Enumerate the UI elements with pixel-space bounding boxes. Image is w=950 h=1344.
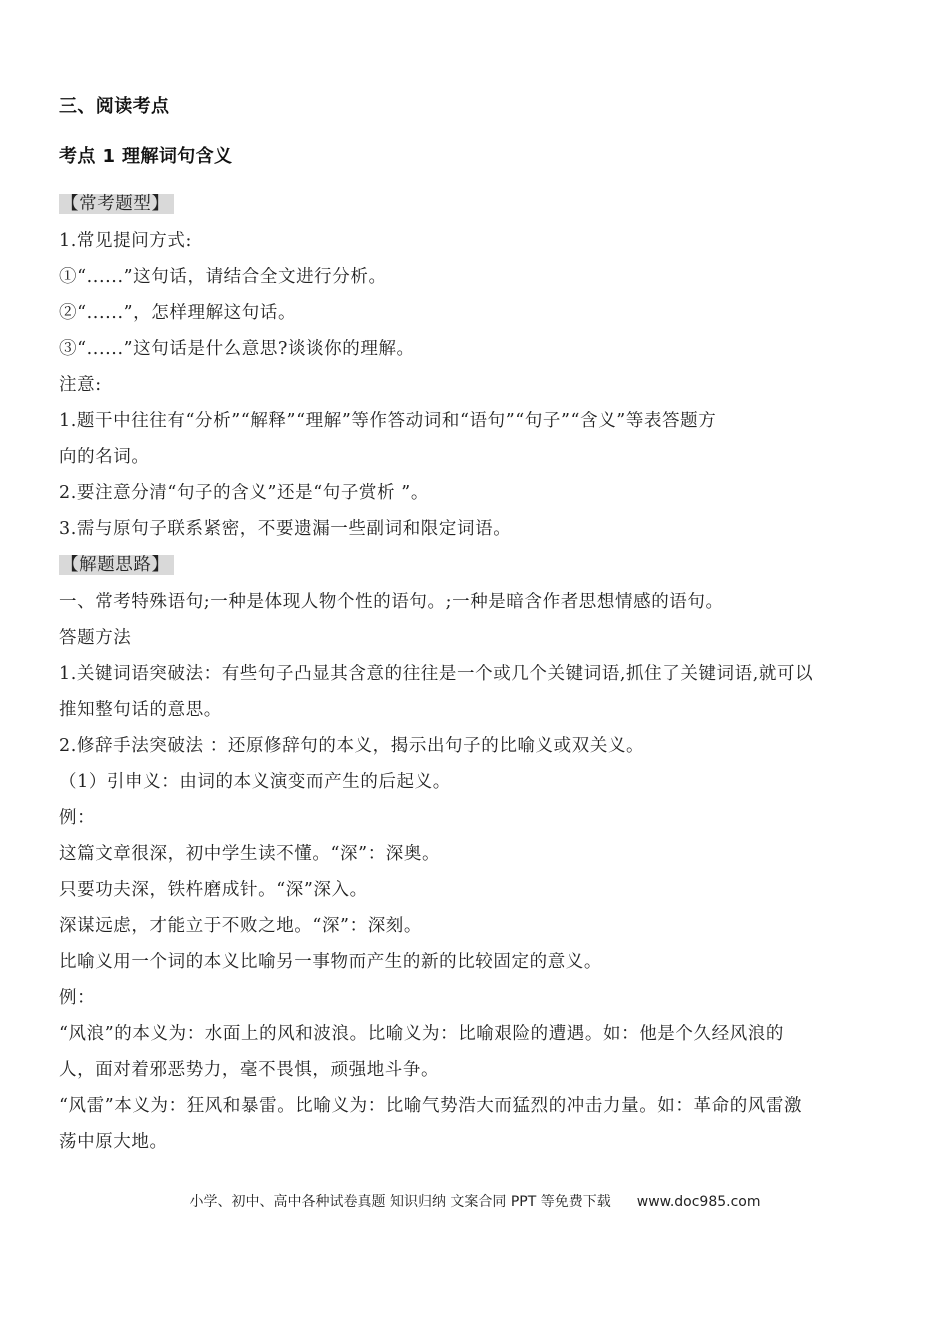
paragraph-line: 深谋远虑，才能立于不败之地。“深”：深刻。 — [59, 916, 422, 936]
paragraph-line: ③“......”这句话是什么意思?谈谈你的理解。 — [59, 339, 415, 359]
paragraph-line: 例： — [59, 988, 96, 1008]
page-footer — [0, 1191, 950, 1211]
paragraph-line: 3.需与原句子联系紧密，不要遗漏一些副词和限定词语。 — [59, 519, 512, 539]
section-heading: 三、阅读考点 — [59, 96, 170, 117]
tag-line-1 — [59, 192, 174, 216]
paragraph-line: “风雷”本义为：狂风和暴雷。比喻义为：比喻气势浩大而猛烈的冲击力量。如：革命的风雷激 — [59, 1096, 803, 1116]
topic-heading: 考点 1 理解词句含义 — [59, 146, 233, 167]
paragraph-line: 比喻义用一个词的本义比喻另一事物而产生的新的比较固定的意义。 — [59, 952, 602, 972]
paragraph-line: “风浪”的本义为：水面上的风和波浪。比喻义为：比喻艰险的遭遇。如：他是个久经风浪的 — [59, 1024, 784, 1044]
paragraph-line: 1.常见提问方式: — [59, 231, 192, 251]
paragraph-line: 这篇文章很深，初中学生读不懂。“深”：深奥。 — [59, 844, 441, 864]
paragraph-line: 1.关键词语突破法：有些句子凸显其含意的往往是一个或几个关键词语,抓住了关键词语,就可以 — [59, 664, 814, 684]
paragraph-line: 2.要注意分清“句子的含义”还是“句子赏析 ”。 — [59, 483, 429, 503]
paragraph-line: 一、常考特殊语句;一种是体现人物个性的语句。;一种是暗含作者思想情感的语句。 — [59, 592, 724, 612]
paragraph-line: 推知整句话的意思。 — [59, 700, 222, 720]
tag-line-2 — [59, 553, 174, 577]
question-types-tag: 【常考题型】 — [59, 194, 174, 214]
paragraph-line: ②“......”，怎样理解这句话。 — [59, 303, 297, 323]
solution-approach-tag: 【解题思路】 — [59, 555, 174, 575]
paragraph-line: 荡中原大地。 — [59, 1132, 168, 1152]
paragraph-line: 人，面对着邪恶势力，毫不畏惧，顽强地斗争。 — [59, 1060, 440, 1080]
paragraph-line: （1）引申义：由词的本义演变而产生的后起义。 — [59, 772, 451, 792]
paragraph-line: 只要功夫深，铁杵磨成针。“深”深入。 — [59, 880, 368, 900]
paragraph-line: 答题方法 — [59, 628, 132, 648]
footer-url: www.doc985.com — [636, 1194, 761, 1210]
paragraph-line: 向的名词。 — [59, 447, 150, 467]
footer-text: 小学、初中、高中各种试卷真题 知识归纳 文案合同 PPT 等免费下载 — [189, 1194, 611, 1210]
paragraph-line: ①“......”这句话，请结合全文进行分析。 — [59, 267, 387, 287]
paragraph-line: 注意: — [59, 375, 102, 395]
paragraph-line: 1.题干中往往有“分析”“解释”“理解”等作答动词和“语句”“句子”“含义”等表答题方 — [59, 411, 717, 431]
paragraph-line: 例： — [59, 808, 96, 828]
paragraph-line: 2.修辞手法突破法 ：还原修辞句的本义，揭示出句子的比喻义或双关义。 — [59, 736, 645, 756]
